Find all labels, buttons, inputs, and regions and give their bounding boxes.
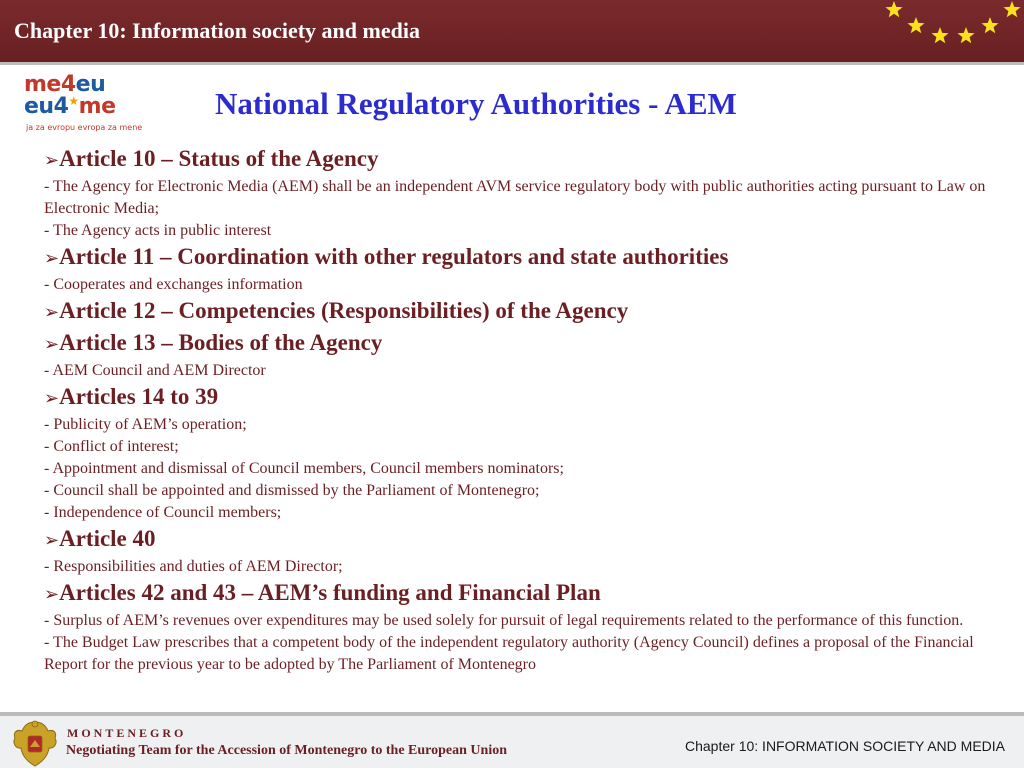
article-detail-line: - The Agency acts in public interest bbox=[44, 222, 272, 239]
footer-negotiating-team: Negotiating Team for the Accession of Montenegro to the European Union bbox=[66, 743, 507, 758]
footer-country: MONTENEGRO bbox=[67, 726, 187, 740]
chapter-title: Chapter 10: Information society and media bbox=[14, 18, 420, 43]
slide-title: National Regulatory Authorities - AEM bbox=[215, 86, 737, 121]
eu-star-icon bbox=[907, 17, 924, 33]
article-detail-line: - Publicity of AEM’s operation; bbox=[44, 416, 247, 433]
arrow-bullet-icon: ➢ bbox=[44, 302, 60, 323]
me4eu-logo bbox=[24, 74, 150, 138]
article-heading-text: Articles 42 and 43 – AEM’s funding and Financial Plan bbox=[59, 580, 601, 605]
arrow-bullet-icon: ➢ bbox=[44, 248, 60, 269]
article-detail-line: - The Budget Law prescribes that a competent body of the independent regulatory authority (Agency Council) defines a proposal of the Financial Report for the previous year to be adopted by The Parliament of Montenegro bbox=[44, 634, 974, 673]
article-detail-line: - Council shall be appointed and dismissed by the Parliament of Montenegro; bbox=[44, 482, 540, 499]
article-heading bbox=[44, 524, 1006, 556]
arrow-bullet-icon: ➢ bbox=[44, 334, 60, 355]
articles-list bbox=[44, 144, 1006, 676]
arrow-bullet-icon: ➢ bbox=[44, 150, 60, 171]
logo-star-icon: ★ bbox=[68, 94, 79, 108]
article-heading-text: Articles 14 to 39 bbox=[59, 384, 219, 409]
article-heading-text: Article 10 – Status of the Agency bbox=[59, 146, 379, 171]
article-detail-line: - Appointment and dismissal of Council members, Council members nominators; bbox=[44, 460, 564, 477]
eu-star-icon bbox=[957, 27, 974, 43]
article-heading bbox=[44, 144, 1006, 176]
arrow-bullet-icon: ➢ bbox=[44, 530, 60, 551]
eu-star-icon bbox=[931, 27, 948, 43]
arrow-bullet-icon: ➢ bbox=[44, 584, 60, 605]
montenegro-coat-of-arms-icon bbox=[10, 716, 60, 770]
logo-line-2: eu4★me bbox=[24, 94, 116, 119]
slide-footer bbox=[0, 712, 1024, 768]
eu-star-icon bbox=[981, 17, 998, 33]
article-heading bbox=[44, 242, 1006, 274]
article-detail-line: - Conflict of interest; bbox=[44, 438, 179, 455]
arrow-bullet-icon: ➢ bbox=[44, 388, 60, 409]
article-detail-line: - Responsibilities and duties of AEM Director; bbox=[44, 558, 343, 575]
article-heading bbox=[44, 328, 1006, 360]
article-heading-text: Article 13 – Bodies of the Agency bbox=[59, 330, 383, 355]
logo-tagline: ja za evropu evropa za mene bbox=[26, 123, 143, 132]
eu-star-icon bbox=[1003, 1, 1020, 17]
eu-star-icon bbox=[885, 1, 902, 17]
article-heading bbox=[44, 296, 1006, 328]
footer-chapter-label: Chapter 10: INFORMATION SOCIETY AND MEDIA bbox=[685, 738, 1005, 754]
article-detail-line: - Surplus of AEM’s revenues over expenditures may be used solely for pursuit of legal requirements related to the performance of this function. bbox=[44, 612, 964, 629]
article-heading-text: Article 12 – Competencies (Responsibilities) of the Agency bbox=[59, 298, 629, 323]
article-heading-text: Article 11 – Coordination with other regulators and state authorities bbox=[59, 244, 729, 269]
article-heading bbox=[44, 578, 1006, 610]
article-heading bbox=[44, 382, 1006, 414]
article-detail-line: - Independence of Council members; bbox=[44, 504, 282, 521]
article-detail-line: - AEM Council and AEM Director bbox=[44, 362, 266, 379]
eu-stars-icon bbox=[880, 0, 1024, 48]
article-heading-text: Article 40 bbox=[59, 526, 156, 551]
article-detail-line: - The Agency for Electronic Media (AEM) shall be an independent AVM service regulatory body with public authorities acting pursuant to Law on Electronic Media; bbox=[44, 178, 986, 217]
slide-header bbox=[0, 0, 1024, 65]
article-detail-line: - Cooperates and exchanges information bbox=[44, 276, 303, 293]
logo-line-1: me4eu bbox=[24, 72, 106, 97]
